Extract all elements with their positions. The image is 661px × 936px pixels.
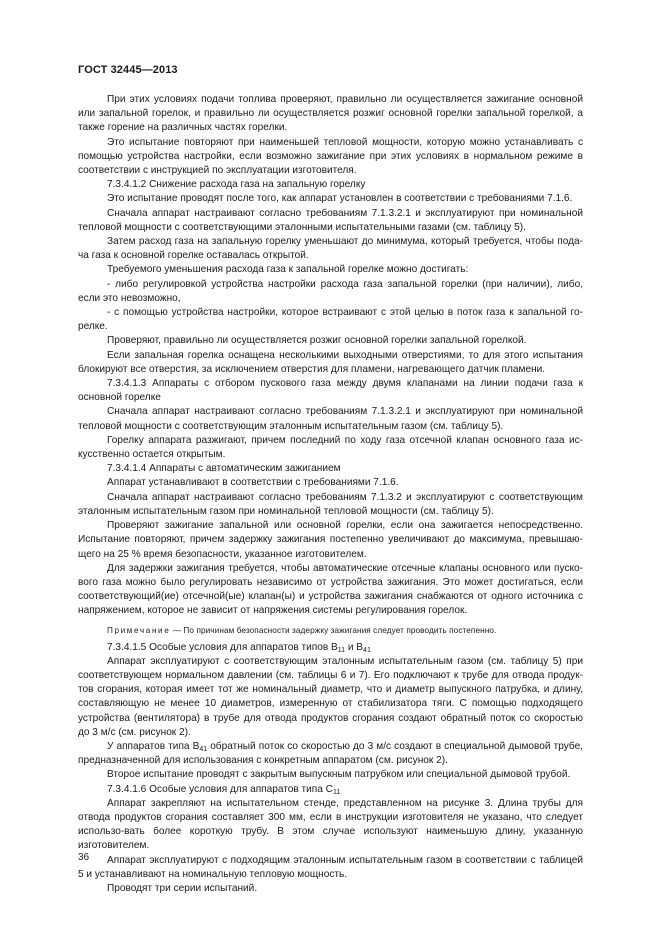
subscript: 41 — [363, 646, 371, 654]
paragraph: Сначала аппарат настраивают согласно требованиям 7.1.3.2 и эксплуатируют с соответствующим эталонным испытательным газом при номинальной тепловой мощности (см. таблицу 5). — [78, 491, 583, 517]
section-heading — [78, 641, 583, 655]
paragraph: Сначала аппарат настраивают согласно требованиям 7.1.3.2.1 и эксплуатируют при номинальной тепловой мощности с соответствующим эталонным испытательным газом (см. таблицу 5). — [78, 406, 583, 432]
note — [78, 625, 583, 637]
paragraph: Аппарат эксплуатируют с подходящим эталонным испытательным газом в соответствии с таблицей 5 и устанавливают на номинальную тепловую мощность. — [78, 854, 583, 880]
page-number: 36 — [78, 852, 90, 863]
subscript: 11 — [337, 646, 346, 654]
list-item: - с помощью устройства настройки, которое встраивают с этой целью в поток газа к запальной го-релке. — [78, 307, 583, 333]
paragraph: Требуемого уменьшения расхода газа к запальной горелке можно достигать: — [107, 264, 469, 276]
paragraph-text: обратный поток со скоростью до 3 м/с создают в специальной дымовой трубе, предназначенной для использования с конкретным аппаратом (см. рисунок 2). — [78, 740, 583, 767]
paragraph: Аппарат закрепляют на испытательном стенде, представленном на рисунке 3. Длина трубы для отвода продуктов сгорания составляет 300 мм, если в инструкции изготовителя не указано, что следует использо-вать более короткую трубу. В этом случае используют наименьшую длину, указанную изготовителем. — [78, 797, 583, 852]
note-text: — По причинам безопасности задержку зажигания следует проводить постепенно. — [170, 625, 497, 635]
section-heading: 7.3.4.1.4 Аппараты с автоматическим зажиганием — [107, 463, 341, 475]
heading-text: 7.3.4.1.5 Особые условия для аппаратов типов B — [107, 641, 338, 653]
paragraph: Это испытание проводят после того, как аппарат установлен в соответствии с требованиями 7.1.6. — [107, 193, 573, 205]
section-heading: 7.3.4.1.3 Аппараты с отбором пускового газа между двумя клапанами на линии подачи газа к основной горелке — [78, 378, 583, 404]
paragraph: Сначала аппарат настраивают согласно требованиям 7.1.3.2.1 и эксплуатируют при номинальной тепловой мощности с соответствующими эталонными испытательными газами (см. таблицу 5). — [78, 207, 583, 233]
note-label: Примечание — [107, 625, 171, 635]
section-heading: 7.3.4.1.2 Снижение расхода газа на запальную горелку — [107, 179, 366, 191]
paragraph: Проводят три серии испытаний. — [107, 882, 258, 894]
paragraph: Если запальная горелка оснащена несколькими выходными отверстиями, то для этого испытания блокируют все отверстия, за исключением отверстия для пламени, нагревающего датчик пламени. — [78, 349, 583, 375]
heading-text: 7.3.4.1.6 Особые условия для аппаратов типа C — [107, 783, 333, 795]
list-item: - либо регулировкой устройства настройки расхода газа запальной горелки (при наличии), либо, если это невозможно, — [78, 278, 583, 304]
paragraph: Проверяют зажигание запальной или основной горелки, если она зажигается непосредственно. Испытание повторяют, причем задержку зажигания постепенно увеличивают до максимума, превышаю-щего на 25 % время безопасности, указанное изготовителем. — [78, 520, 583, 560]
heading-text: и B — [345, 641, 364, 653]
section-heading — [78, 783, 583, 797]
paragraph: Проверяют, правильно ли осуществляется розжиг основной горелки запальной горелкой. — [107, 335, 527, 347]
standard-header: ГОСТ 32445—2013 — [78, 64, 178, 76]
paragraph-text: У аппаратов типа B — [107, 740, 200, 752]
paragraph: Аппарат эксплуатируют с соответствующим эталонным испытательным газом (см. таблицу 5) при соответствующем нормальном давлении (см. таблицы 6 и 7). Его подключают к трубе для отвода продук-тов сгорания, которая имеет тот же номинальный диаметр, что и диаметр выпускного патрубка, и длину, составляющую не менее 10 диаметров, измеренную от стабилизатора тяги. С помощью подходящего устройства (вентилятора) в трубе для отвода продуктов сгорания создают обратный поток со скоростью до 3 м/с (см. рисунок 2). — [78, 655, 583, 738]
paragraph: Аппарат устанавливают в соответствии с требованиями 7.1.6. — [107, 477, 399, 489]
paragraph: Для задержки зажигания требуется, чтобы автоматические отсечные клапаны основного или пуско-вого газа можно было регулировать независимо от устройства зажигания. Это может достигаться, если соответствующий(ие) отсечной(ые) клапан(ы) и устройства зажигания снабжаются от одного источника с напряжением, которое не зависит от напряжения системы регулирования горелок. — [78, 562, 583, 617]
subscript: 41 — [199, 745, 208, 753]
subscript: 11 — [332, 788, 341, 796]
paragraph: При этих условиях подачи топлива проверяют, правильно ли осуществляется зажигание основной или запальной горелок, и правильно ли осуществляется розжиг основной горелки запальной горелкой, а также горение на различных частях горелки. — [78, 94, 583, 134]
paragraph: Горелку аппарата разжигают, причем последний по ходу газа отсечной клапан основного газа ис-кусственно остается открытым. — [78, 434, 583, 461]
paragraph: Это испытание повторяют при наименьшей тепловой мощности, которую можно устанавливать с помощью устройства настройки, если возможно зажигание при этих условиях в нормальном режиме в соответствии с инструкцией по эксплуатации изготовителя. — [78, 136, 583, 177]
paragraph — [78, 740, 583, 768]
paragraph: Затем расход газа на запальную горелку уменьшают до минимума, который требуется, чтобы пода-ча газа к основной горелке оставалась открытой. — [78, 236, 583, 262]
paragraph: Второе испытание проводят с закрытым выпускным патрубком или специальной дымовой трубой. — [107, 769, 571, 781]
document-body — [78, 93, 583, 896]
